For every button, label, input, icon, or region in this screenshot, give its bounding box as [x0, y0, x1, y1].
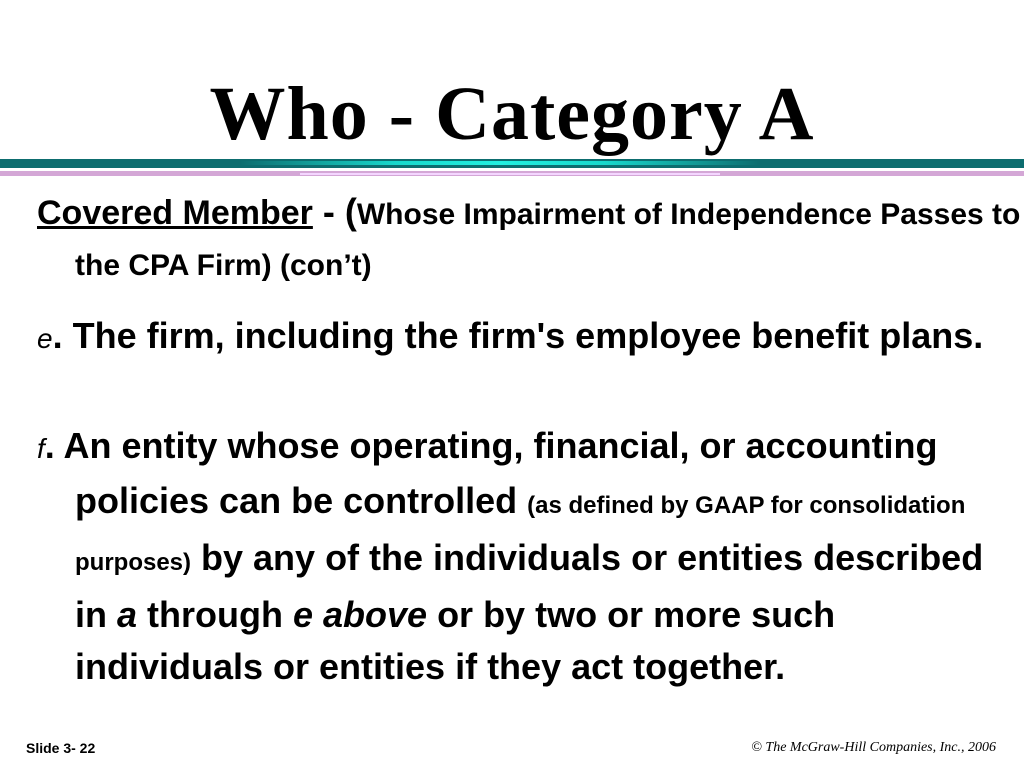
item-f: [37, 420, 1024, 693]
item-f-paren: (as defined by GAAP for consolidation purposes): [75, 492, 966, 576]
item-f-text1: . An entity whose operating, financial, or accounting policies can be controlled: [44, 425, 938, 521]
covered-member-term: Covered Member: [37, 194, 313, 232]
title-rule-highlight: [240, 161, 760, 165]
item-f-ref-e: e above: [292, 594, 428, 635]
item-f-text2: by any of the individuals or entities described in: [75, 537, 984, 635]
slide-title: Who - Category A: [209, 72, 815, 156]
item-e-text: . The firm, including the firm's employee benefit plans.: [52, 315, 984, 356]
slide-number: Slide 3- 22: [26, 740, 96, 756]
copyright-notice: © The McGraw-Hill Companies, Inc., 2006: [751, 740, 996, 755]
item-e-marker: e: [37, 323, 53, 354]
title-rule-pink-highlight: [300, 173, 720, 175]
item-f-marker: f: [37, 433, 45, 464]
item-f-text3: through: [137, 594, 293, 635]
item-f-text4: or by two or more such individuals or entities if they act together.: [75, 594, 836, 687]
intro-paragraph: [37, 188, 1024, 290]
item-e: [37, 310, 1024, 365]
intro-rest: Whose Impairment of Independence Passes to the CPA Firm) (con’t): [75, 198, 1021, 282]
intro-separator: - (: [312, 191, 357, 232]
item-f-ref-a: a: [117, 594, 138, 635]
